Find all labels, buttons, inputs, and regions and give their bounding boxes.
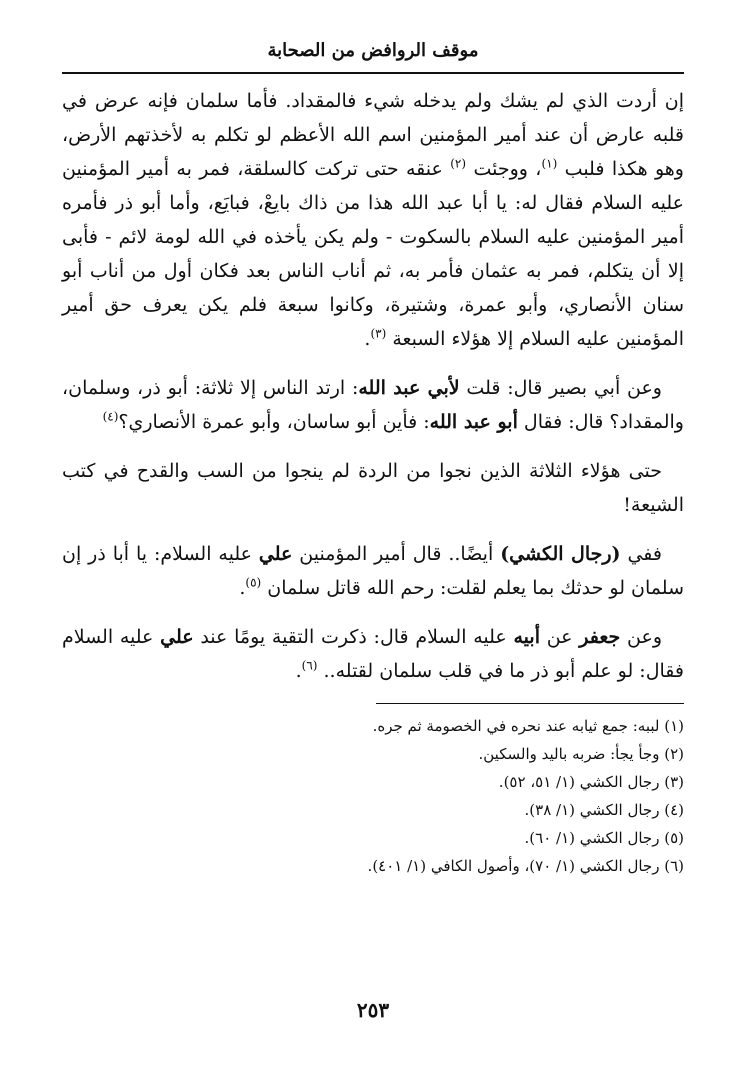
header-rule	[62, 72, 684, 74]
footnote-4: (٤) رجال الكشي (١/ ٣٨).	[524, 801, 684, 819]
paragraph-2-bold-a: لأبي عبد الله	[358, 377, 460, 399]
paragraph-4-text-a: ففي	[627, 543, 662, 565]
paragraph-4	[62, 537, 684, 605]
paragraph-2	[62, 371, 684, 439]
paragraph-5-bold-b: أبيه	[513, 626, 540, 648]
book-page	[62, 34, 684, 1044]
paragraph-1-text-d: .	[364, 328, 371, 350]
paragraph-2-text-b: : ارتد الناس إلا ثلاثة: أبو ذر، وسلمان، والمقداد؟ قال: فقال	[62, 377, 684, 433]
paragraph-5-text-b: عن	[546, 626, 573, 648]
paragraph-5-bold-a: جعفر	[579, 626, 621, 648]
paragraph-5-text-e: .	[295, 660, 302, 682]
paragraph-5-text-c: عليه السلام قال: ذكرت التقية يومًا عند	[200, 626, 507, 648]
footnote-2: (٢) وجأ يجأ: ضربه باليد والسكين.	[478, 745, 684, 763]
paragraph-2-text-a: وعن أبي بصير قال: قلت	[466, 377, 662, 399]
paragraph-1-text-a: إن أردت الذي لم يشك ولم يدخله شيء فالمقداد. فأما سلمان فإنه عرض في قلبه عارض أن عند أمير المؤمنين اسم الله الأعظم لو تكلم به لأخذتهم الأرض، وهو هكذا فلبب	[62, 90, 684, 180]
footnote-ref-4: (٤)	[102, 409, 119, 424]
paragraph-4-text-c: عليه السلام: يا أبا ذر إن سلمان لو حدثك بما يعلم لقلت: رحم الله قاتل سلمان	[62, 543, 684, 599]
paragraph-1-text-b: ، ووجئت	[473, 158, 542, 180]
page-number: ٢٥٣	[356, 998, 390, 1022]
paragraph-1-text-c: عنقه حتى تركت كالسلقة، فمر به أمير المؤمنين عليه السلام فقال له: يا أبا عبد الله هذا من ذاك بايعْ، فبايَع، وأما أبو ذر فأمره أمير المؤمنين عليه السلام بالسكوت - ولم يكن يأخذه في الله لومة لائم - فأبى إلا أن يتكلم، فمر به عثمان فأمر به، ثم أناب الناس بعد فكان أول من أناب أبو سنان الأنصاري، وأبو عمرة، وشتيرة، وكانوا سبعة فلم يكن يعرف حق أمير المؤمنين عليه السلام إلا هؤلاء السبعة	[62, 158, 684, 350]
paragraph-4-bold-a: (رجال الكشي)	[500, 543, 621, 565]
footnote-3: (٣) رجال الكشي (١/ ٥١، ٥٢).	[498, 773, 684, 791]
paragraph-4-text-d: .	[239, 577, 246, 599]
paragraph-4-text-b: أيضًا.. قال أمير المؤمنين	[299, 543, 494, 565]
footnote-5: (٥) رجال الكشي (١/ ٦٠).	[524, 829, 684, 847]
paragraph-5	[62, 620, 684, 688]
paragraph-2-text-c: : فأين أبو ساسان، وأبو عمرة الأنصاري؟	[118, 411, 430, 433]
paragraph-5-bold-c: علي	[160, 626, 194, 648]
paragraph-5-text-d: عليه السلام فقال: لو علم أبو ذر ما في قلب سلمان لقتله..	[62, 626, 684, 682]
paragraph-1	[62, 84, 684, 356]
paragraph-3	[62, 454, 684, 522]
footnote-6: (٦) رجال الكشي (١/ ٧٠)، وأصول الكافي (١/ ٤٠١).	[367, 857, 684, 875]
footnote-1: (١) لببه: جمع ثيابه عند نحره في الخصومة ثم جره.	[372, 717, 684, 735]
paragraph-4-bold-b: علي	[258, 543, 293, 565]
footnote-ref-5: (٥)	[245, 575, 262, 590]
footnote-ref-2: (٢)	[450, 156, 467, 171]
footnote-ref-1: (١)	[541, 156, 558, 171]
paragraph-2-bold-b: أبو عبد الله	[429, 411, 518, 433]
running-header: موقف الروافض من الصحابة	[267, 40, 479, 61]
paragraph-3-text: حتى هؤلاء الثلاثة الذين نجوا من الردة لم ينجوا من السب والقدح في كتب الشيعة!	[62, 460, 684, 516]
body-text	[62, 84, 684, 688]
paragraph-5-text-a: وعن	[627, 626, 662, 648]
footnote-ref-3: (٣)	[370, 326, 387, 341]
footnote-ref-6: (٦)	[301, 658, 318, 673]
footnotes	[62, 712, 684, 880]
footnote-rule	[376, 703, 684, 704]
